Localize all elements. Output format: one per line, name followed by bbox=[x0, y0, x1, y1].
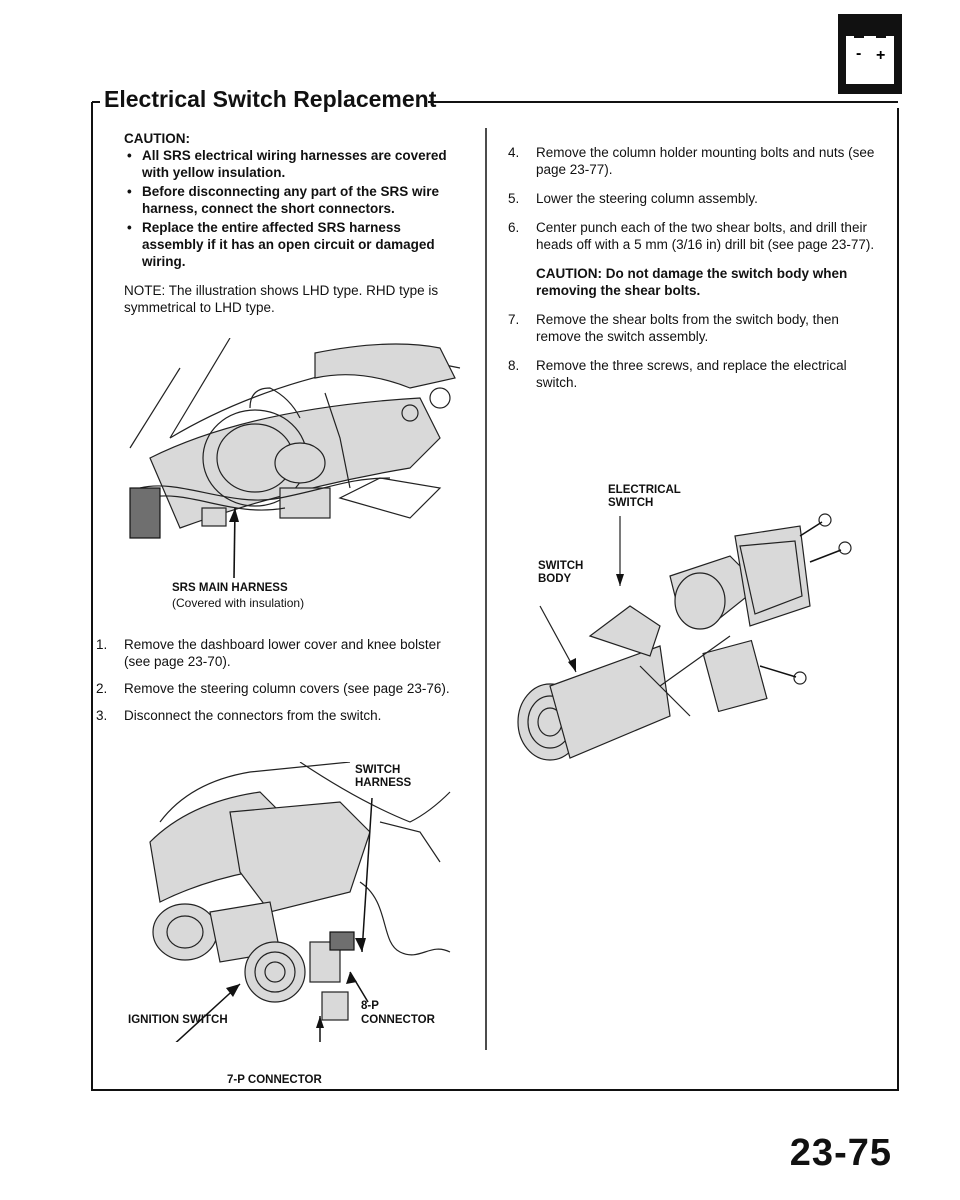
step-item: 5. Lower the steering column assembly. bbox=[508, 191, 758, 206]
step-item: 3. Disconnect the connectors from the switch. bbox=[96, 708, 382, 723]
ignition-switch-label: IGNITION SWITCH bbox=[128, 1014, 228, 1026]
switch-harness-label-1: SWITCH bbox=[355, 764, 401, 776]
battery-icon bbox=[838, 14, 902, 94]
connector-7p-label: 7-P CONNECTOR bbox=[227, 1074, 322, 1086]
caution-item: • All SRS electrical wiring harnesses are covered with yellow insulation. bbox=[127, 148, 447, 180]
note-text: NOTE: The illustration shows LHD type. RHD type is symmetrical to LHD type. bbox=[124, 283, 439, 315]
caution-item: • Before disconnecting any part of the SRS wire harness, connect the short connectors. bbox=[127, 184, 440, 216]
battery-plus: + bbox=[876, 47, 886, 64]
step-item: 8. Remove the three screws, and replace the electrical switch. bbox=[508, 358, 847, 390]
switch-harness-illustration bbox=[130, 762, 470, 1042]
electrical-switch-label-2: SWITCH bbox=[608, 497, 654, 509]
step-item: 7. Remove the shear bolts from the switch body, then remove the switch assembly. bbox=[508, 312, 839, 344]
step-item: 2. Remove the steering column covers (see page 23-76). bbox=[96, 681, 450, 696]
page-number: 23-75 bbox=[789, 1132, 892, 1174]
dashboard-illustration bbox=[110, 338, 470, 588]
caution-heading: CAUTION: bbox=[124, 131, 190, 146]
caution-item: • Replace the entire affected SRS harness assembly if it has an open circuit or damaged wiring. bbox=[127, 220, 435, 269]
step-item: 6. Center punch each of the two shear bolts, and drill their heads off with a 5 mm (3/16 in) drill bit (see page 23-77). bbox=[508, 220, 875, 252]
electrical-switch-illustration bbox=[510, 486, 880, 786]
caution-shear-bolts: CAUTION: Do not damage the switch body when removing the shear bolts. bbox=[536, 266, 848, 298]
left-steps bbox=[94, 636, 462, 724]
connector-8p-label-2: CONNECTOR bbox=[361, 1014, 435, 1026]
electrical-switch-label-1: ELECTRICAL bbox=[608, 484, 681, 496]
battery-minus: - bbox=[856, 45, 862, 62]
connector-8p-label-1: 8-P bbox=[361, 1000, 379, 1012]
right-steps bbox=[506, 144, 878, 391]
step-item: 4. Remove the column holder mounting bolts and nuts (see page 23-77). bbox=[508, 145, 875, 177]
switch-harness-label-2: HARNESS bbox=[355, 777, 412, 789]
srs-harness-sublabel: (Covered with insulation) bbox=[172, 596, 305, 610]
switch-body-label-1: SWITCH bbox=[538, 560, 584, 572]
caution-block bbox=[124, 130, 462, 316]
step-item: 1. Remove the dashboard lower cover and knee bolster (see page 23-70). bbox=[96, 637, 441, 669]
srs-main-harness-label: SRS MAIN HARNESS bbox=[172, 582, 288, 594]
switch-body-label-2: BODY bbox=[538, 573, 572, 585]
page-title: Electrical Switch Replacement bbox=[104, 86, 437, 112]
